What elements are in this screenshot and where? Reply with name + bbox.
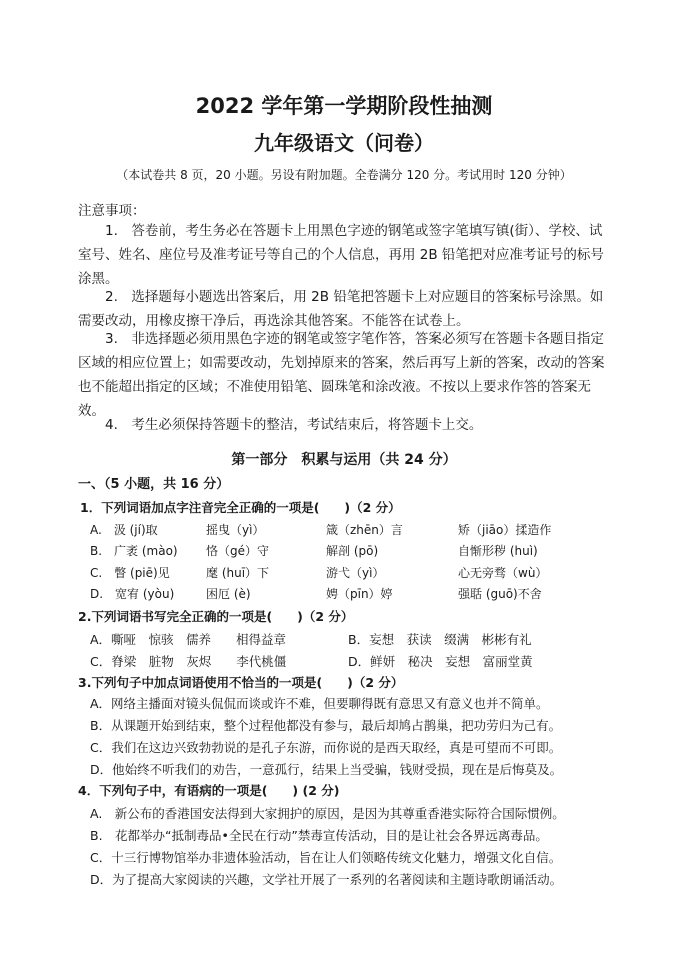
q1-a-word-3: 箴（zhēn）言 (326, 523, 403, 537)
question-2-option-c: C．脊梁 脏物 灰烬 李代桃僵 (90, 654, 287, 669)
question-3-option-c: C．我们在这边兴致勃勃说的是孔子东游，而你说的是西天取经，真是可望而不可即。 (90, 740, 562, 755)
notice-item-3: 3. 非选择题必须用黑色字迹的钢笔或签字笔作答，答案必须写在答题卡各题目指定区域的相应位置上；如需要改动，先划掉原来的答案，然后再写上新的答案，改动的答案也不能超出指定的区域；不准使用铅笔、圆珠笔和涂改液。不按以上要求作答的答案无效。 (78, 331, 605, 419)
question-1-option-b (90, 542, 610, 562)
part-title: 一、（5 小题，共 16 分） (78, 477, 230, 492)
question-3-option-a: A．网络主播面对镜头侃侃而谈或许不难，但要聊得既有意思又有意义也并不简单。 (90, 696, 549, 711)
q1-c-word-3: 游弋（yì） (326, 566, 385, 580)
question-3-stem: 3.下列句子中加点词语使用不恰当的一项是( )（2 分） (78, 675, 404, 690)
question-4-option-b: B. 花都举办“抵制毒品•全民在行动”禁毒宣传活动，目的是让社会各界远离毒品。 (90, 828, 548, 843)
q1-b-word-3: 解剖 (pō) (326, 544, 379, 558)
notice-item-2: 2. 选择题每小题选出答案后，用 2B 铅笔把答题卡上对应题目的答案标号涂黑。如需要改动，用橡皮擦干净后，再选涂其他答案。不能答在试卷上。 (78, 289, 604, 329)
q1-b-word-1: B. 广袤 (mào) (90, 544, 178, 558)
question-2-row-2 (90, 652, 610, 672)
exam-subtitle: 九年级语文（问卷） (254, 131, 434, 155)
notice-heading: 注意事项： (78, 203, 146, 219)
q1-d-word-3: 娉（pīn）婷 (326, 587, 393, 601)
section-title: 第一部分 积累与运用（共 24 分） (231, 452, 457, 468)
q1-b-word-2: 恪（gé）守 (206, 544, 270, 558)
question-4-option-a: A. 新公布的香港国安法得到大家拥护的原因，是因为其尊重香港实际符合国际惯例。 (90, 806, 565, 821)
q1-d-word-4: 强聒 (guō)不舍 (458, 587, 542, 601)
q1-c-word-1: C. 瞥 (piē)见 (90, 566, 170, 580)
question-4-option-d: D．为了提高大家阅读的兴趣，文学社开展了一系列的名著阅读和主题诗歌朗诵活动。 (90, 872, 563, 887)
q1-b-word-4: 自惭形秽 (huì) (458, 544, 538, 558)
question-1-option-a (90, 521, 610, 541)
question-2-option-d: D．鲜妍 秘决 妄想 富丽堂黄 (348, 654, 533, 669)
exam-info: （本试卷共 8 页，20 小题。另设有附加题。全卷满分 120 分。考试用时 120 分钟） (116, 168, 572, 182)
q1-c-word-4: 心无旁骛（wù） (458, 566, 548, 580)
q1-a-word-4: 矫（jiāo）揉造作 (458, 523, 552, 537)
question-2-option-a: A．嘶哑 惊骇 儒养 相得益章 (90, 632, 287, 647)
question-3-option-d: D．他始终不听我们的劝告，一意孤行，结果上当受骗，钱财受损，现在是后悔莫及。 (90, 762, 563, 777)
q1-c-word-2: 麾 (huī）下 (206, 566, 270, 580)
question-1-option-c (90, 564, 610, 584)
question-3-option-b: B．从课题开始到结束，整个过程他都没有参与，最后却鸠占鹊巢，把功劳归为己有。 (90, 718, 562, 733)
question-2-row-1 (90, 630, 610, 650)
question-1-stem: 1．下列词语加点字注音完全正确的一项是( )（2 分） (80, 500, 401, 515)
question-1-option-d (90, 585, 610, 605)
q1-a-word-2: 摇曳（yì） (206, 523, 265, 537)
exam-title: 2022 学年第一学期阶段性抽测 (195, 94, 493, 118)
question-2-stem: 2.下列词语书写完全正确的一项是( )（2 分） (78, 609, 354, 624)
q1-a-word-1: A. 汲 (jí)取 (90, 523, 158, 537)
notice-item-1: 1. 答卷前，考生务必在答题卡上用黑色字迹的钢笔或签字笔填写镇(街）、学校、试室号、姓名、座位号及准考证号等自己的个人信息，再用 2B 铅笔把对应准考证号的标号涂黑。 (78, 223, 604, 287)
notice-item-4: 4. 考生必须保持答题卡的整洁，考试结束后，将答题卡上交。 (105, 417, 483, 433)
question-2-option-b: B．妄想 获读 缀满 彬彬有礼 (348, 632, 532, 647)
question-4-stem: 4．下列句子中，有语病的一项是( ) (2 分) (78, 783, 340, 798)
question-4-option-c: C．十三行博物馆举办非遗体验活动，旨在让人们领略传统文化魅力，增强文化自信。 (90, 850, 562, 865)
q1-d-word-1: D. 宽宥 (yòu) (90, 587, 175, 601)
q1-d-word-2: 困厄 (è) (206, 587, 251, 601)
